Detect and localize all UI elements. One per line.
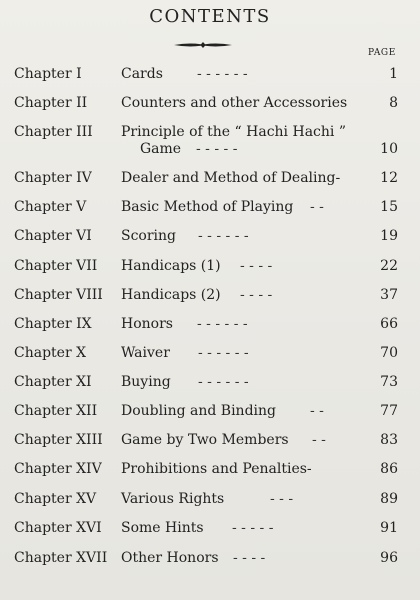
chapter-title: Various Rights	[121, 491, 225, 507]
dot-leaders: - - - -	[240, 287, 273, 303]
page-number: 8	[389, 95, 398, 111]
chapter-number: Chapter I	[14, 66, 82, 82]
page-number: 10	[380, 141, 398, 157]
dot-leaders: - - - - - -	[198, 374, 249, 390]
chapter-number: Chapter IV	[14, 170, 92, 186]
page-number: 19	[380, 228, 398, 244]
page-number: 89	[380, 491, 398, 507]
chapter-number: Chapter XV	[14, 491, 97, 507]
chapter-number: Chapter XIV	[14, 461, 102, 477]
chapter-title: Prohibitions and Penalties-	[121, 461, 312, 477]
ornament-divider-icon	[172, 40, 234, 50]
page-number: 77	[380, 403, 398, 419]
chapter-title: Honors	[121, 316, 173, 332]
chapter-number: Chapter XIII	[14, 432, 103, 448]
chapter-title: Basic Method of Playing	[121, 199, 294, 215]
page-title: CONTENTS	[149, 6, 271, 27]
page-number: 96	[380, 550, 398, 566]
chapter-title-continued: Game	[140, 141, 182, 157]
page-number: 83	[380, 432, 398, 448]
page-number: 70	[380, 345, 398, 361]
chapter-title: Doubling and Binding	[121, 403, 276, 419]
page-number: 37	[380, 287, 398, 303]
dot-leaders: - - - -	[240, 258, 273, 274]
chapter-title: Some Hints	[121, 520, 204, 536]
chapter-number: Chapter XVII	[14, 550, 108, 566]
chapter-number: Chapter XVI	[14, 520, 102, 536]
chapter-title: Counters and other Accessories	[121, 95, 348, 111]
chapter-number: Chapter VIII	[14, 287, 103, 303]
chapter-title: Handicaps (1)	[121, 258, 221, 274]
dot-leaders: - - - - - -	[198, 228, 249, 244]
page-number: 86	[380, 461, 398, 477]
chapter-title: Buying	[121, 374, 171, 390]
chapter-title: Other Honors	[121, 550, 219, 566]
chapter-title: Dealer and Method of Dealing-	[121, 170, 341, 186]
dot-leaders: - -	[312, 432, 326, 448]
dot-leaders: - - - - - -	[198, 345, 249, 361]
chapter-number: Chapter VII	[14, 258, 98, 274]
chapter-title: Principle of the “ Hachi Hachi ”	[121, 124, 346, 140]
chapter-title: Waiver	[121, 345, 170, 361]
dot-leaders: - - - - - -	[197, 66, 248, 82]
dot-leaders: - - - - -	[196, 141, 238, 157]
page-number: 73	[380, 374, 398, 390]
chapter-title: Cards	[121, 66, 163, 82]
dot-leaders: - -	[310, 403, 324, 419]
chapter-title: Handicaps (2)	[121, 287, 221, 303]
chapter-number: Chapter IX	[14, 316, 92, 332]
chapter-title: Scoring	[121, 228, 177, 244]
page-column-heading: PAGE	[368, 48, 396, 58]
page-number: 1	[389, 66, 398, 82]
chapter-number: Chapter III	[14, 124, 93, 140]
page-number: 12	[380, 170, 398, 186]
chapter-number: Chapter XII	[14, 403, 98, 419]
page-number: 91	[380, 520, 398, 536]
page-number: 15	[380, 199, 398, 215]
chapter-number: Chapter XI	[14, 374, 92, 390]
chapter-number: Chapter II	[14, 95, 88, 111]
page-number: 22	[380, 258, 398, 274]
dot-leaders: - - - -	[233, 550, 266, 566]
dot-leaders: - - - - -	[232, 520, 274, 536]
dot-leaders: - - - - - -	[197, 316, 248, 332]
chapter-title: Game by Two Members	[121, 432, 289, 448]
dot-leaders: - - -	[270, 491, 294, 507]
dot-leaders: - -	[310, 199, 324, 215]
chapter-number: Chapter V	[14, 199, 87, 215]
chapter-number: Chapter X	[14, 345, 87, 361]
page-number: 66	[380, 316, 398, 332]
chapter-number: Chapter VI	[14, 228, 92, 244]
